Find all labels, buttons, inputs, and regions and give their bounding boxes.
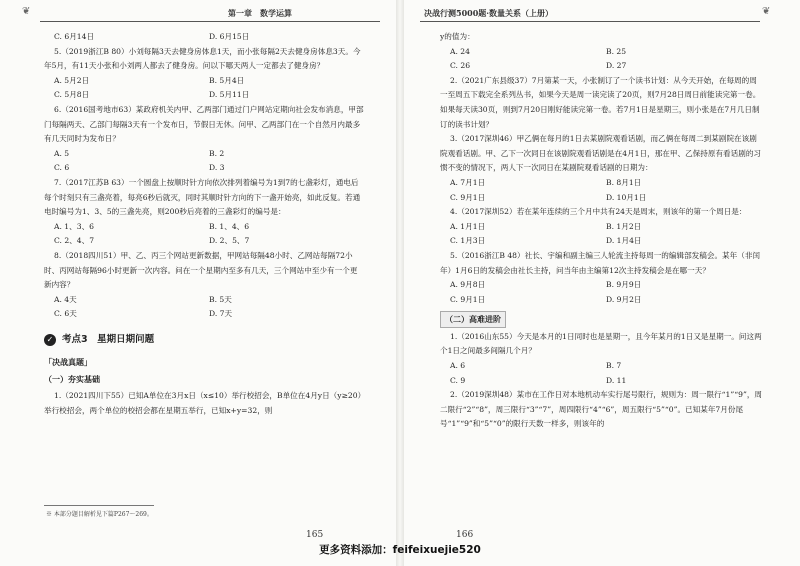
- ornament-icon: ❦: [762, 6, 771, 17]
- option: A. 9月8日: [450, 280, 486, 290]
- option: D. 1月4日: [606, 236, 642, 246]
- option: B. 2: [209, 148, 225, 158]
- option: C. 9: [450, 375, 466, 385]
- ornament-icon: ❦: [22, 6, 31, 17]
- option: A. 24: [450, 46, 470, 56]
- option: B. 5月4日: [209, 75, 245, 85]
- option: A. 4天: [54, 294, 77, 304]
- answer-options: [440, 359, 762, 374]
- header-rule: [420, 21, 760, 22]
- answer-options: [440, 278, 762, 293]
- answer-options: [44, 88, 364, 103]
- answer-options: [44, 147, 364, 162]
- option: D. 9月2日: [606, 294, 642, 304]
- section-title: [44, 331, 364, 349]
- answer-options: [44, 161, 364, 176]
- option: C. 6天: [54, 309, 77, 319]
- question: 6.（2016国考地市63）某政府机关内甲、乙两部门通过门户网站定期向社会发布消息，甲部门每隔两天、乙部门每隔3天有一个发布日，节假日无休。问甲、乙两部门在一个自然月内最多有几天同时为发布日？: [44, 104, 364, 144]
- right-content: [440, 30, 762, 432]
- option: C. 6月14日: [54, 32, 95, 41]
- page-number-left: 165: [306, 530, 324, 540]
- option: B. 5天: [209, 294, 232, 304]
- option: D. 2、5、7: [209, 236, 250, 246]
- option: C. 9月1日: [450, 294, 486, 304]
- page-number-right: 166: [456, 530, 474, 540]
- answer-options: [44, 74, 364, 89]
- option: B. 25: [606, 46, 627, 56]
- option: B. 1、4、6: [209, 221, 250, 231]
- option: D. 10月1日: [606, 192, 647, 202]
- option: A. 7月1日: [450, 177, 486, 187]
- question: 2.（2019深圳48）某市在工作日对本地机动车实行尾号限行，规则为：周一限行“1”“9”，周二限行“2”“8”，周三限行“3”“7”，周四限行“4”“6”，周五限行“5”“0”。已知某年7月份尾号“1”“9”和“5”“0”的限行天数一样多，则该年的: [440, 390, 763, 429]
- answer-options: [440, 374, 762, 389]
- option: B. 9月9日: [606, 280, 642, 290]
- question: 1.（2016山东55）今天是本月的1日同时也是星期一，且今年某月的1日又是星期一。问这两个1日之间最多间隔几个月？: [440, 331, 762, 356]
- exam-tag: 「决战真题」: [44, 356, 92, 367]
- option: C. 5月8日: [54, 90, 90, 100]
- footnote: ※ 本部分题目解析见下篇P267～269。: [46, 511, 153, 518]
- answer-options: [44, 293, 364, 308]
- answer-options: [44, 234, 364, 249]
- option: D. 6月15日: [209, 32, 250, 41]
- subhead-advanced: （二）高难进阶: [440, 311, 762, 328]
- right-running-header: 决战行测5000题·数量关系（上册）: [424, 8, 554, 18]
- option: A. 5: [54, 148, 70, 158]
- option: D. 11: [606, 375, 627, 385]
- answer-options: [440, 176, 762, 191]
- option: A. 6: [450, 361, 466, 371]
- option: C. 6: [54, 163, 70, 173]
- option: C. 2、4、7: [54, 236, 95, 246]
- left-running-header: 第一章 数学运算: [228, 8, 292, 18]
- question: 2.（2021广东县级37）7月第某一天，小张制订了一个读书计划：从今天开始，在每周的周一至周五下载完全系列丛书，如果今天是周一读完读了20页，则7月28日周日前能读完第一卷。如果每天读30页，则到7月20日刚好能读完第一卷。若7月1日是星期三，则小张是在7月几日制订的读书计划？: [440, 75, 761, 129]
- watermark: 更多资料添加：feifeixuejie520: [319, 544, 481, 556]
- option: B. 7: [606, 361, 622, 371]
- option: B. 1月2日: [606, 221, 642, 231]
- question: 7.（2017江苏B 63）一个圆盘上按顺时针方向依次排列着编号为1到7的七盏彩灯，通电后每个时刻只有三盏亮着，每亮6秒后就灭，同时其顺时针方向的下一盏开始亮，如此反复。若通电时编号为1、3、5的三盏先亮，则200秒后亮着的三盏彩灯的编号是：: [44, 177, 361, 217]
- option: B. 8月1日: [606, 177, 642, 187]
- option: A. 5月2日: [54, 75, 90, 85]
- answer-options: [440, 59, 762, 74]
- question: 3.（2017深圳46）甲乙俩在每月的1日去某剧院观看话剧，而乙俩在每周二到某剧院在该剧院观看话剧。甲、乙下一次同日在该剧院观看话剧是在4月1日，那在甲、乙保持原有看话剧的习惯不变的情况下，两人下一次同日在某剧院观看话剧的日期为：: [440, 134, 762, 173]
- question: 8.（2018四川51）甲、乙、丙三个网站更新数据，甲网站每隔48小时、乙网站每隔72小时、丙网站每隔96小时更新一次内容。问在一个星期内至多有几天，三个网站中至少有一个更新内容？: [44, 250, 358, 290]
- option: D. 3: [209, 163, 225, 173]
- check-badge-icon: ✓: [44, 334, 56, 346]
- right-page: [400, 0, 800, 566]
- answer-options: [44, 30, 364, 45]
- subhead-basic: （一）夯实基础: [44, 374, 100, 385]
- question: 4.（2017深圳52）若在某年连续的三个月中共有24天是周末，则该年的第一个周日是：: [450, 207, 747, 217]
- option: D. 7天: [209, 309, 233, 319]
- option: D. 27: [606, 61, 627, 71]
- question: 1.（2021四川下55）已知A单位在3月x日（x≤10）举行校招会，B单位在4月y日（y≥20）举行校招会，两个单位的校招会都在星期五举行，已知x+y=32，则: [44, 391, 362, 415]
- answer-options: [440, 293, 762, 308]
- continued-text: y的值为：: [440, 32, 475, 41]
- footnote-rule: [44, 505, 154, 506]
- question: 5.（2019浙江B 80）小刘每隔3天去健身房体息1天，而小张每隔2天去健身房体息3天。今年5月，有11天小张和小刘两人都去了健身房。问以下哪天两人一定都去了健身房？: [44, 46, 361, 71]
- answer-options: [440, 220, 762, 235]
- option: C. 9月1日: [450, 192, 486, 202]
- option: A. 1、3、6: [54, 221, 94, 231]
- option: D. 5月11日: [209, 90, 250, 100]
- answer-options: [440, 191, 762, 206]
- answer-options: [44, 307, 364, 322]
- answer-options: [440, 45, 762, 60]
- header-rule: [40, 21, 380, 22]
- book-gutter: [396, 0, 404, 566]
- answer-options: [440, 234, 762, 249]
- section-title-text: 考点3 星期日期问题: [62, 333, 155, 345]
- answer-options: [44, 220, 364, 235]
- option: C. 1月3日: [450, 236, 486, 246]
- option: C. 26: [450, 61, 471, 71]
- option: A. 1月1日: [450, 221, 486, 231]
- question: 5.（2016浙江B 48）社长、宇编和副主编三人轮流主持每周一的编辑部发稿会。某年（非闰年）1月6日的发稿会由社长主持，问当年由主编第12次主持发稿会是在哪一天？: [440, 250, 761, 275]
- left-content: [44, 30, 364, 418]
